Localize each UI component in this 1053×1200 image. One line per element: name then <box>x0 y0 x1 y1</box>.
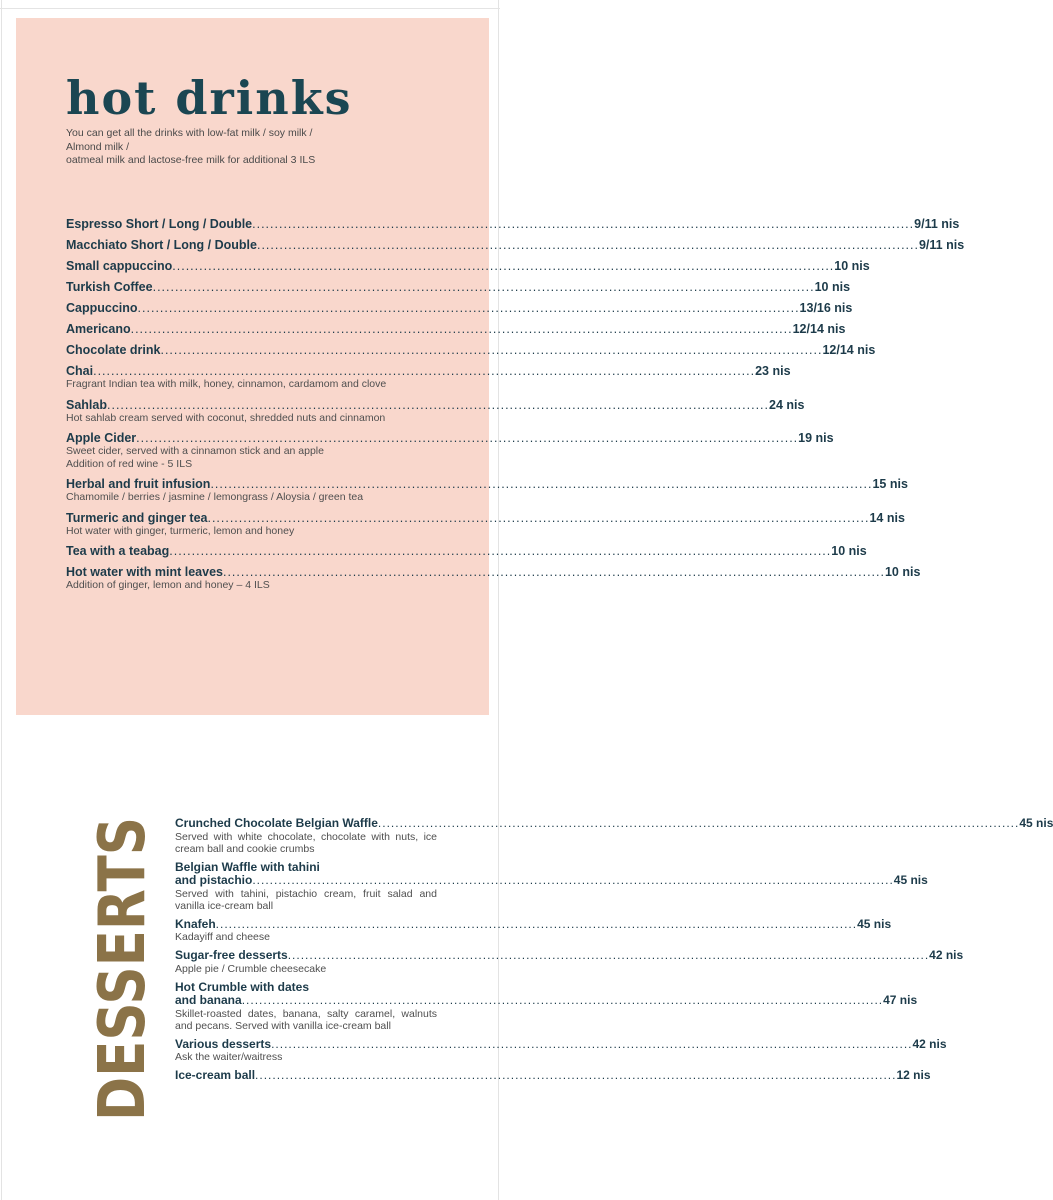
item-row <box>66 510 905 525</box>
menu-item <box>66 280 851 294</box>
item-name: Various desserts <box>175 1036 272 1051</box>
hot-drinks-title: hot drinks <box>66 71 353 125</box>
item-price: 9/11 nis <box>914 217 960 231</box>
item-name: Crunched Chocolate Belgian Waffle <box>175 816 378 830</box>
item-row <box>66 259 870 273</box>
item-description: Served with tahini, pistachio cream, fruit salad and vanilla ice-cream ball <box>175 887 437 912</box>
item-price: 45 nis <box>893 873 928 887</box>
item-name: Chai <box>66 364 94 378</box>
item-row <box>66 477 908 491</box>
item-price: 14 nis <box>869 510 905 525</box>
item-row <box>66 431 834 445</box>
item-price: 13/16 nis <box>799 301 853 315</box>
hot-drinks-intro <box>66 127 396 168</box>
menu-item <box>66 544 867 558</box>
item-name: Sugar-free desserts <box>175 948 288 962</box>
item-row <box>175 1068 931 1083</box>
item-name: Hot water with mint leaves <box>66 565 223 579</box>
menu-item <box>66 343 876 357</box>
dessert-item <box>175 1068 931 1083</box>
dessert-item <box>175 916 892 944</box>
item-price: 47 nis <box>883 993 918 1007</box>
page-left-edge <box>1 0 2 1200</box>
item-price: 10 nis <box>834 259 870 273</box>
leader-dots <box>136 431 798 445</box>
item-row <box>66 343 876 357</box>
item-price: 19 nis <box>798 431 834 445</box>
item-name: Turkish Coffee <box>66 280 153 294</box>
item-row <box>175 873 928 888</box>
item-name: Espresso Short / Long / Double <box>66 217 253 231</box>
item-description: Fragrant Indian tea with milk, honey, cinnamon, cardamom and clove <box>66 378 387 390</box>
intro-line: You can get all the drinks with low-fat milk / soy milk / <box>66 127 313 139</box>
item-row <box>66 238 965 252</box>
leader-dots <box>223 565 885 579</box>
menu-item <box>66 217 960 231</box>
item-name: Small cappuccino <box>66 259 173 273</box>
dessert-item <box>175 979 918 1032</box>
item-description: Kadayiff and cheese <box>175 931 270 943</box>
item-name: Turmeric and ginger tea <box>66 510 208 525</box>
item-price: 42 nis <box>929 948 964 962</box>
leader-dots <box>242 994 883 1008</box>
item-row <box>175 948 964 963</box>
leader-dots <box>252 874 893 888</box>
leader-dots <box>257 238 919 252</box>
item-price: 23 nis <box>755 364 791 378</box>
item-row <box>66 322 846 336</box>
item-price: 9/11 nis <box>918 238 965 252</box>
item-description: Hot water with ginger, turmeric, lemon and honey <box>66 524 295 537</box>
dessert-item <box>175 859 928 912</box>
item-price: 12 nis <box>896 1068 931 1082</box>
item-name-line: Hot Crumble with dates <box>175 979 310 994</box>
item-description: Addition of ginger, lemon and honey – 4 ILS <box>66 579 270 591</box>
leader-dots <box>207 511 869 525</box>
item-row <box>66 301 853 315</box>
menu-item <box>66 397 805 425</box>
leader-dots <box>271 1038 912 1052</box>
item-row <box>175 816 1053 831</box>
menu-item <box>66 565 921 592</box>
intro-line: Almond milk / <box>66 140 130 153</box>
item-row <box>66 280 851 294</box>
item-price: 45 nis <box>1019 816 1053 830</box>
item-description: Sweet cider, served with a cinnamon stick and an apple <box>66 445 324 457</box>
leader-dots <box>216 918 857 932</box>
dessert-item <box>175 1036 947 1064</box>
leader-dots <box>93 364 755 378</box>
leader-dots <box>138 301 800 315</box>
item-name: Tea with a teabag <box>66 544 170 558</box>
desserts-title <box>82 754 160 1122</box>
item-name: Sahlab <box>66 397 107 412</box>
item-row <box>66 217 960 231</box>
item-name-line: Belgian Waffle with tahini <box>175 859 320 874</box>
menu-item <box>66 364 791 391</box>
item-row <box>66 565 921 579</box>
menu-item <box>66 510 905 538</box>
leader-dots <box>288 949 929 963</box>
item-row <box>66 364 791 378</box>
dessert-item <box>175 948 964 975</box>
leader-dots <box>107 398 769 412</box>
menu-item <box>66 322 846 336</box>
item-price: 42 nis <box>912 1036 947 1051</box>
item-price: 45 nis <box>857 916 892 931</box>
item-row <box>66 397 805 412</box>
item-price: 15 nis <box>872 477 908 491</box>
item-row <box>66 544 867 558</box>
intro-line: oatmeal milk and lactose-free milk for additional 3 ILS <box>66 154 316 166</box>
item-name: Macchiato Short / Long / Double <box>66 238 257 252</box>
item-row <box>175 916 892 932</box>
item-name: Ice-cream ball <box>175 1068 256 1082</box>
item-name: and banana <box>175 993 242 1007</box>
item-price: 12/14 nis <box>822 343 876 357</box>
menu-item <box>66 259 870 273</box>
leader-dots <box>169 544 831 558</box>
item-row <box>175 993 918 1008</box>
item-name: Americano <box>66 322 131 336</box>
item-name: Cappuccino <box>66 301 138 315</box>
item-price: 12/14 nis <box>792 322 846 336</box>
item-description: Ask the waiter/waitress <box>175 1051 283 1063</box>
page-right-edge <box>498 0 499 1200</box>
desserts-title-text: DESSERTS <box>86 754 160 1121</box>
item-name: Herbal and fruit infusion <box>66 477 211 491</box>
item-description: Hot sahlab cream served with coconut, shredded nuts and cinnamon <box>66 411 386 424</box>
leader-dots <box>210 477 872 491</box>
leader-dots <box>252 217 914 231</box>
leader-dots <box>160 343 822 357</box>
item-row <box>175 1036 947 1052</box>
menu-item <box>66 477 908 504</box>
menu-item <box>66 238 965 252</box>
dessert-item <box>175 816 1053 855</box>
leader-dots <box>378 817 1019 831</box>
item-name: Apple Cider <box>66 431 137 445</box>
item-price: 10 nis <box>831 544 867 558</box>
item-description: Skillet-roasted dates, banana, salty caramel, walnuts and pecans. Served with vanilla ice-cream ball <box>175 1007 437 1032</box>
leader-dots <box>131 322 793 336</box>
item-name: Knafeh <box>175 916 216 931</box>
leader-dots <box>172 259 834 273</box>
leader-dots <box>255 1069 896 1083</box>
item-name: and pistachio <box>175 873 253 887</box>
desserts-list <box>175 816 1053 1089</box>
item-description: Addition of red wine - 5 ILS <box>66 457 193 470</box>
menu-item <box>66 431 834 470</box>
page-top-edge <box>0 0 500 9</box>
item-price: 24 nis <box>769 397 805 412</box>
item-price: 10 nis <box>814 280 851 294</box>
item-description: Served with white chocolate, chocolate with nuts, ice cream ball and cookie crumbs <box>175 830 437 855</box>
leader-dots <box>153 280 815 294</box>
item-description: Apple pie / Crumble cheesecake <box>175 962 327 975</box>
menu-item <box>66 301 853 315</box>
item-price: 10 nis <box>884 565 921 579</box>
hot-drinks-list <box>66 217 965 599</box>
item-description: Chamomile / berries / jasmine / lemongrass / Aloysia / green tea <box>66 491 364 503</box>
item-name: Chocolate drink <box>66 343 161 357</box>
